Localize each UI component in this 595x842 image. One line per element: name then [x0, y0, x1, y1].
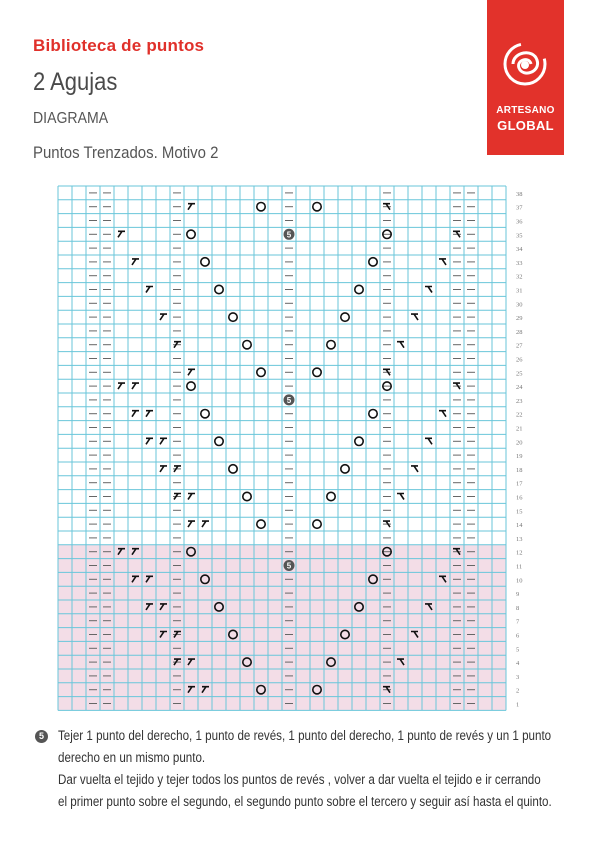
yarn-over-symbol: [341, 465, 349, 473]
row-number: 13: [516, 535, 523, 543]
row-number: 15: [516, 508, 523, 516]
note-line-4: el primer punto sobre el segundo, el segundo punto sobre el tercero y seguir así hasta el quinto.: [58, 794, 552, 809]
note-line-2: derecho en un mismo punto.: [58, 750, 206, 765]
row-number: 1: [516, 701, 520, 709]
row-number: 4: [516, 660, 520, 668]
yarn-over-symbol: [313, 203, 321, 211]
row-number: 35: [516, 232, 523, 240]
decrease-symbol: [132, 259, 139, 265]
row-number: 7: [516, 618, 520, 626]
row-number: 31: [516, 287, 523, 295]
row-number: 37: [516, 204, 523, 212]
row-number: 33: [516, 259, 523, 267]
yarn-over-symbol: [313, 368, 321, 376]
yarn-over-symbol: [201, 410, 209, 418]
row-number: 9: [516, 591, 520, 599]
row-number: 18: [516, 466, 523, 474]
row-number: 6: [516, 632, 520, 640]
row-number: 8: [516, 604, 520, 612]
decrease-symbol: [188, 521, 195, 527]
yarn-over-symbol: [313, 520, 321, 528]
note-line-3: Dar vuelta el tejido y tejer todos los puntos de revés , volver a dar vuelta el tejido e ir cerrando: [58, 772, 541, 787]
row-number: 30: [516, 301, 523, 309]
yarn-over-symbol: [187, 382, 195, 390]
special-stitch-number: 5: [286, 395, 292, 405]
yarn-over-symbol: [229, 313, 237, 321]
note-line-1: Tejer 1 punto del derecho, 1 punto de revés, 1 punto del derecho, 1 punto de revés y un 1 punto: [58, 728, 552, 743]
decrease-symbol: [425, 438, 432, 444]
row-number: 36: [516, 218, 523, 226]
yarn-over-symbol: [215, 285, 223, 293]
diagram-label: DIAGRAMA: [33, 110, 109, 127]
decrease-symbol: [439, 411, 446, 417]
decrease-symbol: [118, 383, 125, 389]
yarn-over-symbol: [327, 492, 335, 500]
row-number: 26: [516, 356, 523, 364]
row-number: 24: [516, 384, 523, 392]
yarn-over-symbol: [229, 465, 237, 473]
decrease-symbol: [411, 466, 418, 472]
yarn-over-symbol: [215, 437, 223, 445]
decrease-symbol: [188, 369, 195, 375]
yarn-over-symbol: [187, 230, 195, 238]
decrease-symbol: [132, 383, 139, 389]
row-number: 17: [516, 480, 523, 488]
decrease-symbol: [397, 342, 404, 348]
decrease-symbol: [132, 411, 139, 417]
yarn-over-symbol: [201, 258, 209, 266]
row-number: 10: [516, 577, 523, 585]
decrease-symbol: [118, 231, 125, 237]
yarn-over-symbol: [257, 520, 265, 528]
decrease-symbol: [188, 494, 195, 500]
row-number: 21: [516, 425, 523, 433]
row-number: 5: [516, 646, 520, 654]
yarn-over-symbol: [369, 410, 377, 418]
row-number: 25: [516, 370, 523, 378]
decrease-symbol: [160, 438, 167, 444]
row-number: 22: [516, 411, 523, 419]
decrease-symbol: [439, 259, 446, 265]
brand-name-line1: ARTESANO: [496, 105, 555, 116]
section-title: 2 Agujas: [33, 68, 118, 96]
yarn-over-symbol: [369, 258, 377, 266]
row-number: 34: [516, 246, 523, 254]
yarn-over-symbol: [341, 313, 349, 321]
row-number: 32: [516, 273, 523, 281]
brand-name-line2: GLOBAL: [497, 118, 554, 133]
decrease-symbol: [188, 204, 195, 210]
yarn-over-symbol: [243, 492, 251, 500]
decrease-symbol: [146, 438, 153, 444]
row-number: 20: [516, 439, 523, 447]
special-stitch-number: 5: [286, 561, 292, 571]
row-number: 11: [516, 563, 523, 571]
row-number: 27: [516, 342, 523, 350]
row-number: 14: [516, 522, 523, 530]
yarn-over-symbol: [257, 368, 265, 376]
row-number: 19: [516, 453, 523, 461]
yarn-over-symbol: [355, 285, 363, 293]
decrease-symbol: [146, 287, 153, 293]
row-number: 3: [516, 673, 520, 681]
decrease-symbol: [160, 466, 167, 472]
row-number: 16: [516, 494, 523, 502]
decrease-symbol: [146, 411, 153, 417]
row-number: 12: [516, 549, 523, 557]
decrease-symbol: [411, 314, 418, 320]
special-stitch-number: 5: [286, 230, 292, 240]
yarn-over-symbol: [243, 341, 251, 349]
decrease-symbol: [397, 494, 404, 500]
decrease-symbol: [202, 521, 209, 527]
row-number: 2: [516, 687, 520, 695]
decrease-symbol: [160, 314, 167, 320]
decrease-symbol: [425, 287, 432, 293]
special-stitch-icon: 5: [35, 730, 48, 743]
motif-title: Puntos Trenzados. Motivo 2: [33, 143, 219, 162]
row-number: 23: [516, 397, 523, 405]
row-number: 28: [516, 328, 523, 336]
row-number: 29: [516, 315, 523, 323]
yarn-over-symbol: [257, 203, 265, 211]
yarn-over-symbol: [327, 341, 335, 349]
library-title: Biblioteca de puntos: [33, 36, 205, 55]
row-number: 38: [516, 190, 523, 198]
yarn-over-symbol: [355, 437, 363, 445]
